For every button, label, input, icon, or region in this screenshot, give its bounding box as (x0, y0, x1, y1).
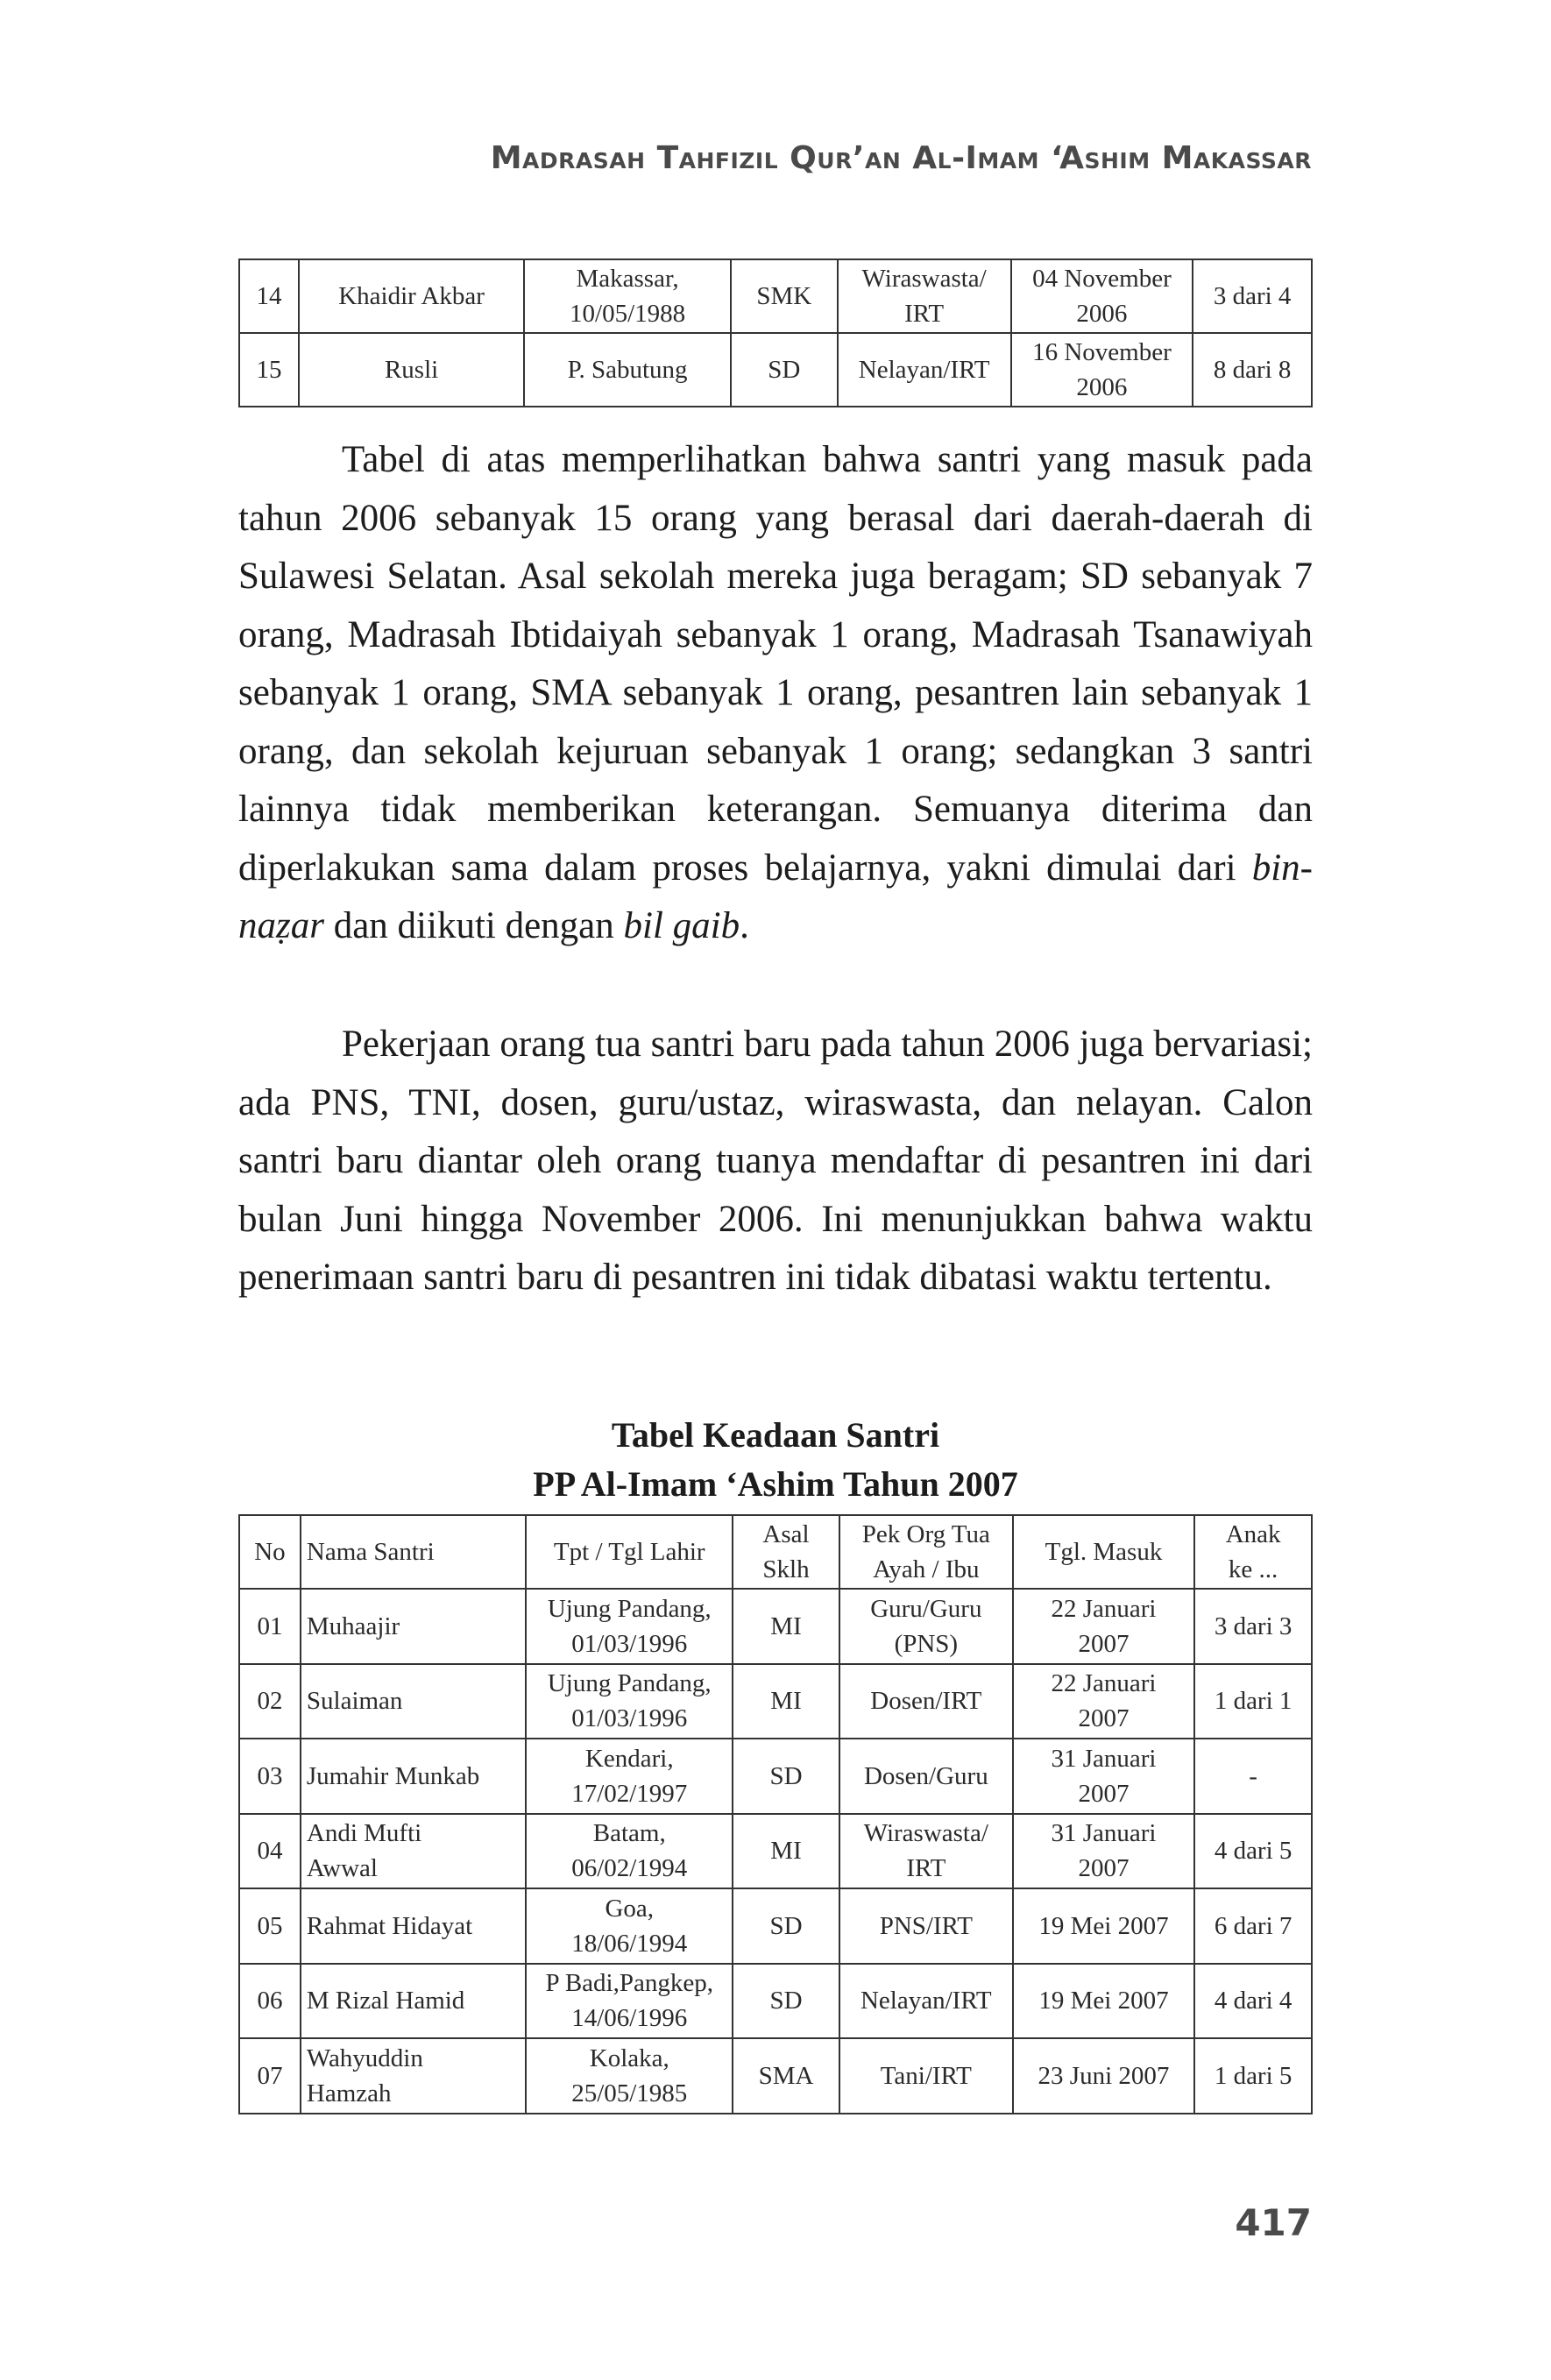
cell-entry-date-line-2: 2007 (1078, 1629, 1130, 1658)
cell-parent-job (839, 1888, 1013, 1964)
cell-entry-date (1013, 1888, 1194, 1964)
paragraph-1-text: Tabel di atas memperlihatkan bahwa santri yang masuk pada tahun 2006 sebanyak 15 orang yang berasal dari daerah-daerah di Sulawesi Selatan. Asal sekolah mereka juga beragam; SD sebanyak 7 orang, Madrasah Ibtidaiyah sebanyak 1 orang, Madrasah Tsanawiyah sebanyak 1 orang, SMA sebanyak 1 orang, pesantren lain sebanyak 1 orang, dan sekolah kejuruan sebanyak 1 orang; sedangkan 3 santri lainnya tidak memberikan keterangan. Semuanya diterima dan diperlakukan sama dalam proses belajarnya, yakni dimulai dari (238, 439, 1313, 889)
cell-child-order-line-1: 6 dari 7 (1214, 1911, 1292, 1940)
cell-birth-line-2: 14/06/1996 (571, 2004, 688, 2033)
cell-name (299, 333, 524, 407)
table-row (239, 1589, 1312, 1664)
cell-entry-date-line-1: 16 November (1032, 338, 1172, 366)
cell-parent-job-line-1: Guru/Guru (870, 1594, 982, 1623)
table-2006-continuation (238, 259, 1313, 407)
cell-school-line-1: MI (770, 1611, 802, 1640)
cell-entry-date-line-2: 2006 (1076, 373, 1128, 401)
cell-no-line-1: 15 (256, 356, 282, 384)
cell-parent-job (838, 333, 1011, 407)
cell-no-line-1: 14 (256, 282, 282, 310)
cell-entry-date (1013, 1589, 1194, 1664)
cell-child-order (1194, 1814, 1312, 1889)
cell-entry-date (1013, 1964, 1194, 2039)
cell-birth-line-1: P Badi,Pangkep, (545, 1969, 713, 1998)
cell-parent-job-line-1: PNS/IRT (879, 1911, 973, 1940)
cell-name (301, 1814, 526, 1889)
cell-child-order-line-1: 1 dari 5 (1214, 2061, 1292, 2090)
cell-birth (524, 333, 731, 407)
cell-school-line-1: SD (769, 1911, 803, 1940)
cell-birth (526, 1664, 733, 1739)
table-row (239, 259, 1312, 333)
cell-birth-line-1: Ujung Pandang, (547, 1669, 712, 1698)
table-row (239, 1739, 1312, 1814)
paragraph-1-end: . (740, 905, 749, 946)
cell-name-line-2: Awwal (306, 1854, 378, 1883)
cell-parent-job (839, 1589, 1013, 1664)
cell-name-line-1: Andi Mufti (306, 1819, 422, 1848)
cell-parent-job (839, 1664, 1013, 1739)
cell-birth (526, 1739, 733, 1814)
cell-name (301, 1964, 526, 2039)
cell-name-line-1: Rusli (384, 356, 439, 384)
cell-entry-date-line-1: 31 Januari (1051, 1819, 1157, 1848)
cell-name-line-1: Jumahir Munkab (306, 1761, 480, 1790)
cell-parent-job (839, 1964, 1013, 2039)
term-bin-nazar: bin- naẓar (238, 846, 1314, 946)
cell-child-order (1193, 259, 1312, 333)
page-number: 417 (1235, 2201, 1312, 2244)
cell-school (733, 1664, 839, 1739)
cell-no-line-1: 07 (257, 2061, 283, 2090)
header-parent-line-2: Ayah / Ibu (873, 1555, 980, 1583)
cell-no (239, 259, 299, 333)
table-caption-line-2: PP Al-Imam ‘Ashim Tahun 2007 (533, 1464, 1018, 1504)
cell-birth-line-1: P. Sabutung (567, 356, 688, 384)
cell-birth-line-1: Ujung Pandang, (547, 1594, 712, 1623)
header-child-line-2: ke ... (1228, 1555, 1278, 1583)
table-row (239, 1814, 1312, 1889)
cell-name-line-1: M Rizal Hamid (306, 1987, 465, 2015)
cell-name (301, 1888, 526, 1964)
cell-school-line-1: MI (770, 1687, 802, 1716)
cell-school (733, 1888, 839, 1964)
cell-birth-line-2: 01/03/1996 (571, 1704, 688, 1733)
paragraph-2 (238, 1016, 1313, 1307)
cell-child-order-line-1: 8 dari 8 (1213, 356, 1292, 384)
cell-no (239, 1964, 301, 2039)
cell-child-order-line-1: 3 dari 4 (1213, 282, 1292, 310)
cell-parent-job (839, 1814, 1013, 1889)
cell-entry-date-line-1: 04 November (1032, 265, 1172, 293)
cell-parent-job (839, 1739, 1013, 1814)
header-name: Nama Santri (301, 1515, 526, 1589)
cell-child-order (1194, 1964, 1312, 2039)
cell-no (239, 1664, 301, 1739)
cell-entry-date-line-1: 23 Juni 2007 (1038, 2061, 1170, 2090)
header-child-line-1: Anak (1225, 1520, 1281, 1548)
header-birth: Tpt / Tgl Lahir (526, 1515, 733, 1589)
cell-birth-line-2: 01/03/1996 (571, 1629, 688, 1658)
cell-birth (526, 1888, 733, 1964)
cell-name (301, 1664, 526, 1739)
table-caption-line-1: Tabel Keadaan Santri (611, 1415, 940, 1455)
cell-name (299, 259, 524, 333)
cell-entry-date (1011, 259, 1193, 333)
cell-birth-line-1: Goa, (605, 1894, 655, 1923)
cell-entry-date-line-1: 22 Januari (1051, 1669, 1157, 1698)
cell-no-line-1: 04 (257, 1837, 283, 1866)
cell-school (731, 333, 838, 407)
cell-parent-job-line-1: Wiraswasta/ (861, 265, 987, 293)
table-row (239, 1664, 1312, 1739)
cell-entry-date (1013, 1814, 1194, 1889)
cell-school (731, 259, 838, 333)
cell-name-line-2: Hamzah (306, 2079, 392, 2107)
header-school: Asal Sklh (733, 1515, 839, 1589)
cell-child-order (1194, 1589, 1312, 1664)
running-header: Madrasah Tahfizil Qur’an Al-Imam ‘Ashim Makassar (490, 140, 1312, 176)
term-bil-gaib: bil gaib (623, 905, 740, 946)
cell-child-order-line-1: 3 dari 3 (1214, 1611, 1292, 1640)
cell-birth-line-2: 06/02/1994 (571, 1854, 688, 1883)
cell-name-line-1: Wahyuddin (306, 2044, 423, 2072)
cell-parent-job-line-2: (PNS) (894, 1629, 959, 1658)
cell-parent-job-line-2: IRT (904, 300, 945, 328)
cell-no (239, 1589, 301, 1664)
cell-child-order (1194, 1739, 1312, 1814)
cell-child-order (1194, 2038, 1312, 2114)
cell-child-order (1194, 1888, 1312, 1964)
cell-birth (526, 1589, 733, 1664)
table-row (239, 333, 1312, 407)
cell-parent-job-line-1: Tani/IRT (880, 2061, 972, 2090)
cell-school-line-1: SMK (756, 282, 812, 310)
cell-no (239, 1739, 301, 1814)
table-santri-2007 (238, 1514, 1313, 2114)
cell-school-line-1: SD (769, 1761, 803, 1790)
cell-school (733, 1739, 839, 1814)
cell-child-order (1194, 1664, 1312, 1739)
cell-child-order (1193, 333, 1312, 407)
cell-name (301, 2038, 526, 2114)
cell-birth-line-2: 17/02/1997 (571, 1779, 688, 1808)
cell-parent-job-line-1: Nelayan/IRT (860, 1987, 992, 2015)
cell-school-line-1: SMA (758, 2061, 814, 2090)
cell-child-order-line-1: 1 dari 1 (1214, 1687, 1292, 1716)
cell-school-line-1: SD (768, 356, 801, 384)
header-child-order (1194, 1515, 1312, 1589)
cell-child-order-line-1: 4 dari 5 (1214, 1837, 1292, 1866)
cell-birth (526, 2038, 733, 2114)
cell-entry-date (1011, 333, 1193, 407)
cell-parent-job (838, 259, 1011, 333)
cell-birth-line-2: 25/05/1985 (571, 2079, 688, 2107)
cell-no-line-1: 05 (257, 1911, 283, 1940)
cell-entry-date-line-1: 31 Januari (1051, 1744, 1157, 1773)
cell-no (239, 1888, 301, 1964)
cell-birth-line-2: 18/06/1994 (571, 1929, 688, 1958)
cell-name-line-1: Khaidir Akbar (338, 282, 485, 310)
paragraph-2-text: Pekerjaan orang tua santri baru pada tahun 2006 juga bervariasi; ada PNS, TNI, dosen, guru/ustaz, wiraswasta, dan nelayan. Calon santri baru diantar oleh orang tuanya mendaftar di pesantren ini dari bulan Juni hingga November 2006. Ini menunjukkan bahwa waktu penerimaan santri baru di pesantren ini tidak dibatasi waktu tertentu. (238, 1024, 1313, 1298)
cell-school (733, 1814, 839, 1889)
cell-no (239, 333, 299, 407)
cell-entry-date (1013, 2038, 1194, 2114)
cell-birth-line-1: Makassar, (576, 265, 679, 293)
table-row (239, 2038, 1312, 2114)
cell-school (733, 2038, 839, 2114)
cell-entry-date-line-1: 19 Mei 2007 (1038, 1911, 1169, 1940)
paragraph-1-mid: dan diikuti dengan (333, 905, 614, 946)
cell-child-order-line-1: - (1249, 1761, 1257, 1790)
cell-entry-date-line-2: 2006 (1076, 300, 1128, 328)
cell-birth-line-2: 10/05/1988 (570, 300, 686, 328)
cell-entry-date-line-2: 2007 (1078, 1704, 1130, 1733)
cell-no-line-1: 01 (257, 1611, 283, 1640)
cell-name (301, 1739, 526, 1814)
paragraph-1 (238, 431, 1313, 956)
header-entry-date: Tgl. Masuk (1013, 1515, 1194, 1589)
cell-entry-date-line-2: 2007 (1078, 1779, 1130, 1808)
cell-birth (524, 259, 731, 333)
cell-name (301, 1589, 526, 1664)
cell-birth-line-1: Kolaka, (589, 2044, 669, 2072)
table-header-row (239, 1515, 1312, 1589)
header-parent-job (839, 1515, 1013, 1589)
cell-parent-job-line-1: Dosen/Guru (863, 1761, 988, 1790)
header-no: No (239, 1515, 301, 1589)
cell-child-order-line-1: 4 dari 4 (1214, 1987, 1292, 2015)
cell-birth-line-1: Batam, (592, 1819, 666, 1848)
cell-name-line-1: Rahmat Hidayat (306, 1911, 473, 1940)
cell-no-line-1: 06 (257, 1987, 283, 2015)
table-row (239, 1964, 1312, 2039)
cell-entry-date-line-1: 19 Mei 2007 (1038, 1987, 1169, 2015)
cell-entry-date (1013, 1739, 1194, 1814)
cell-name-line-1: Muhaajir (306, 1611, 400, 1640)
cell-no-line-1: 02 (257, 1687, 283, 1716)
cell-birth (526, 1814, 733, 1889)
cell-parent-job-line-1: Nelayan/IRT (858, 356, 990, 384)
header-parent-line-1: Pek Org Tua (861, 1520, 990, 1548)
cell-no-line-1: 03 (257, 1761, 283, 1790)
cell-birth-line-1: Kendari, (584, 1744, 674, 1773)
cell-school (733, 1964, 839, 2039)
cell-parent-job-line-1: Dosen/IRT (870, 1687, 982, 1716)
cell-school (733, 1589, 839, 1664)
cell-name-line-1: Sulaiman (306, 1687, 403, 1716)
cell-parent-job (839, 2038, 1013, 2114)
table-row (239, 1888, 1312, 1964)
cell-birth (526, 1964, 733, 2039)
cell-parent-job-line-2: IRT (906, 1854, 946, 1883)
cell-no (239, 1814, 301, 1889)
cell-school-line-1: SD (769, 1987, 803, 2015)
cell-entry-date (1013, 1664, 1194, 1739)
cell-school-line-1: MI (770, 1837, 802, 1866)
cell-entry-date-line-2: 2007 (1078, 1854, 1130, 1883)
cell-entry-date-line-1: 22 Januari (1051, 1594, 1157, 1623)
cell-parent-job-line-1: Wiraswasta/ (863, 1819, 988, 1848)
cell-no (239, 2038, 301, 2114)
